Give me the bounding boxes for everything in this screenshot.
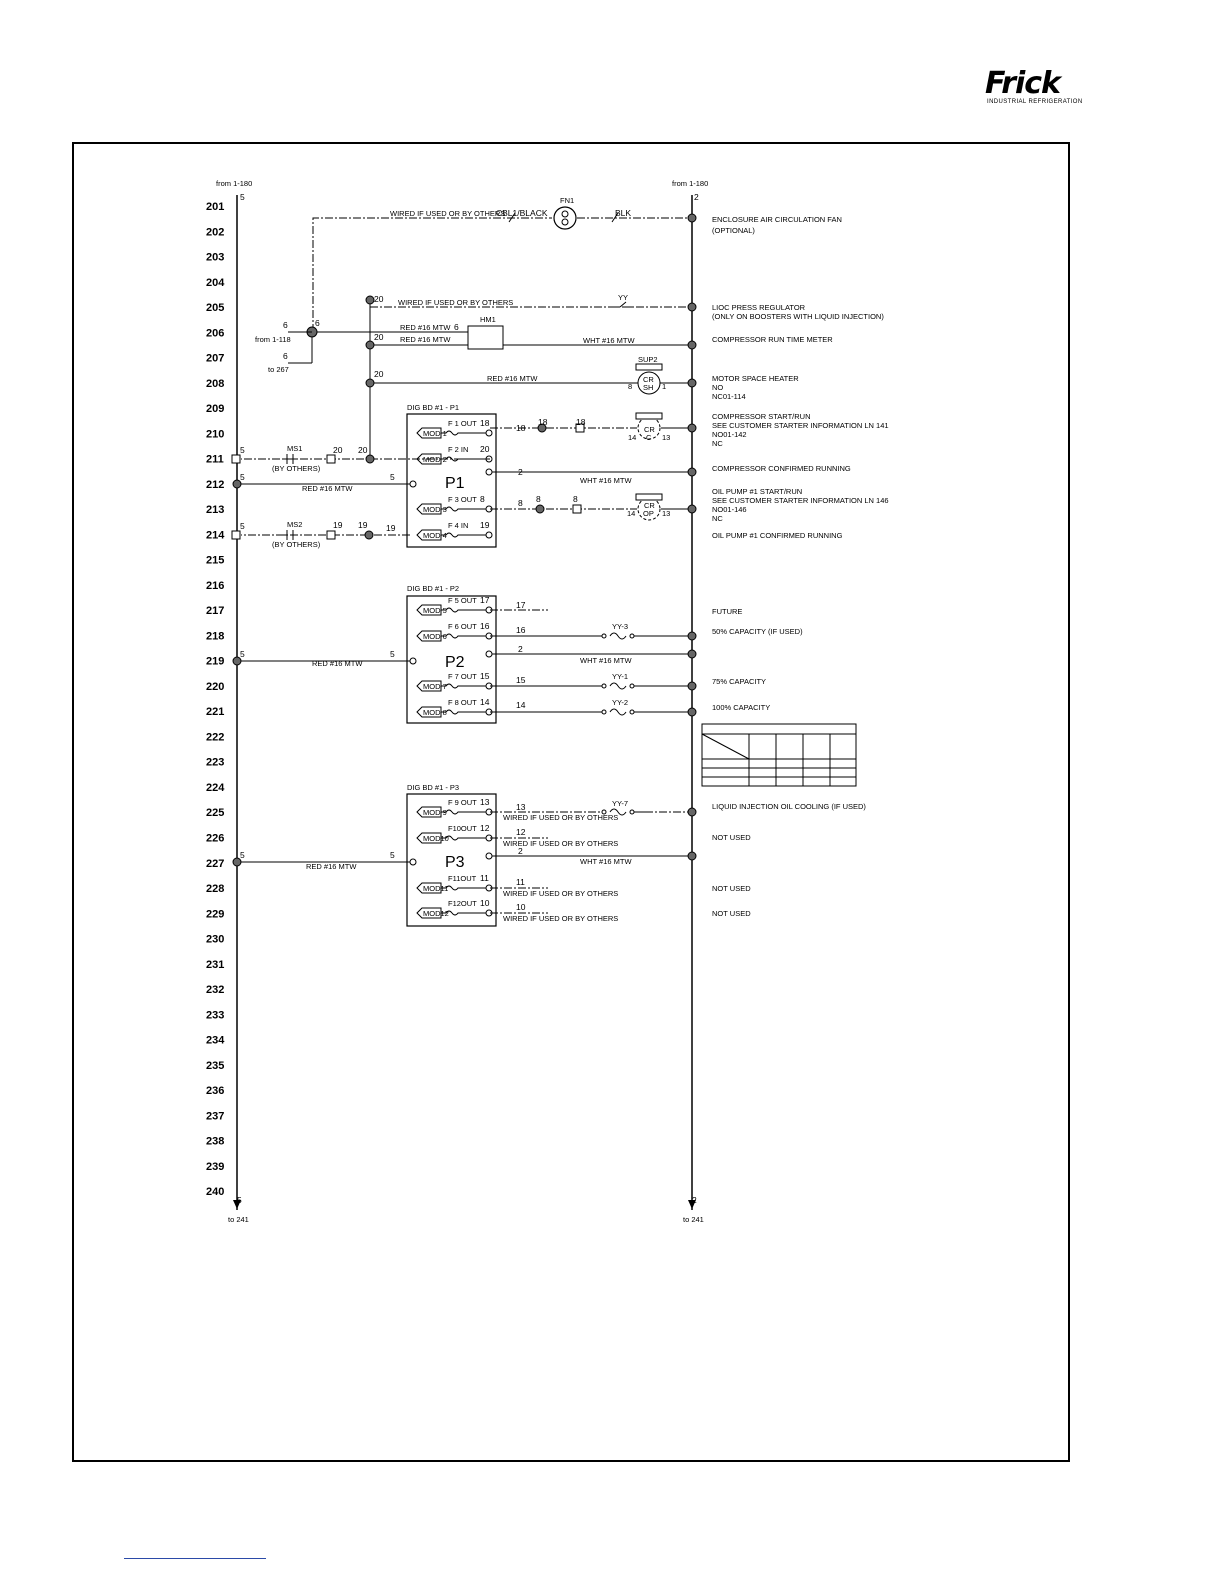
fuse-label: F 7 OUT xyxy=(448,672,477,681)
fuse-label: F 3 OUT xyxy=(448,495,477,504)
blk-label: BLK xyxy=(615,208,632,218)
module-label: MOD 6 xyxy=(423,632,447,641)
fuse-symbol xyxy=(441,431,486,435)
wht16-a: WHT #16 MTW xyxy=(583,336,635,345)
desc-lioc-cool: LIQUID INJECTION OIL COOLING (IF USED) xyxy=(712,802,866,811)
module-label: MOD 4 xyxy=(423,531,447,540)
wire-5-e: 5 xyxy=(240,649,245,659)
desc-nu-226: NOT USED xyxy=(712,833,751,842)
cr-c-1: CR xyxy=(644,425,655,434)
solenoid-contact xyxy=(602,683,645,689)
common-terminal xyxy=(410,658,416,664)
wire-16: 16 xyxy=(516,625,526,635)
pin-wire-label: 19 xyxy=(480,520,490,530)
term-13-b: 13 xyxy=(662,509,671,518)
fuse-label: F 2 IN xyxy=(448,445,469,454)
module-label: MOD 3 xyxy=(423,505,447,514)
pin-terminal xyxy=(486,532,492,538)
module-label: MOD 7 xyxy=(423,682,447,691)
line-number: 227 xyxy=(206,857,225,870)
wired-228: WIRED IF USED OR BY OTHERS xyxy=(503,889,619,898)
pin-wire-label: 11 xyxy=(480,873,489,883)
fuse-label: F11OUT xyxy=(448,874,477,883)
pin-wire-label: 13 xyxy=(480,797,490,807)
fuse-label: F 8 OUT xyxy=(448,698,477,707)
fuse-symbol xyxy=(441,684,486,688)
fuse-label: F 1 OUT xyxy=(448,419,477,428)
yy3-label: YY-3 xyxy=(612,622,628,631)
line-number: 204 xyxy=(206,276,225,289)
fuse-label: F 6 OUT xyxy=(448,622,477,631)
desc-future: FUTURE xyxy=(712,607,743,616)
desc-fan-1: ENCLOSURE AIR CIRCULATION FAN xyxy=(712,215,842,224)
line-number: 226 xyxy=(206,832,225,845)
wire-20-c: 20 xyxy=(374,369,384,379)
red16-a: RED #16 MTW xyxy=(400,335,451,344)
red16-e: RED #16 MTW xyxy=(312,659,363,668)
footer-rule xyxy=(124,1558,266,1559)
right-to-label: to 241 xyxy=(683,1215,704,1224)
line-number: 212 xyxy=(206,478,225,491)
common-terminal xyxy=(486,651,492,657)
desc-cap50: 50% CAPACITY (IF USED) xyxy=(712,627,803,636)
line-number: 233 xyxy=(206,1009,225,1022)
fuse-label: F 5 OUT xyxy=(448,596,477,605)
by-others-1: (BY OTHERS) xyxy=(272,464,321,473)
wire-6-a: 6 xyxy=(283,320,288,330)
desc-op-2: SEE CUSTOMER STARTER INFORMATION LN 146 xyxy=(712,496,889,505)
term-13-a: 13 xyxy=(662,433,671,442)
module-label: MOD11 xyxy=(423,884,449,893)
wire-5-g: 5 xyxy=(240,850,245,860)
right-from-label: from 1-180 xyxy=(672,179,709,188)
wire-12: 12 xyxy=(516,827,526,837)
desc-opc: OIL PUMP #1 CONFIRMED RUNNING xyxy=(712,531,843,540)
line-number: 219 xyxy=(206,655,225,668)
line-number: 224 xyxy=(206,782,225,794)
line-number: 221 xyxy=(206,706,225,719)
fan-label: FN1 xyxy=(560,196,575,205)
line-number: 239 xyxy=(206,1160,225,1173)
desc-heater-3: NC01-114 xyxy=(712,392,746,401)
fan-symbol xyxy=(554,207,576,229)
fuse-symbol xyxy=(441,810,486,814)
wht16-c: WHT #16 MTW xyxy=(580,656,632,665)
desc-op-4: NC xyxy=(712,514,723,523)
line-number: 203 xyxy=(206,251,225,264)
wire-5-a: 5 xyxy=(240,445,245,455)
term-14-a: 14 xyxy=(628,433,637,442)
pin-wire-label: 14 xyxy=(480,697,490,707)
brand-name: Frick xyxy=(985,66,1061,101)
desc-ccr: COMPRESSOR CONFIRMED RUNNING xyxy=(712,464,851,473)
module-label: MOD 2 xyxy=(423,455,447,464)
wire-8-b: 8 xyxy=(536,494,541,504)
line-number: 235 xyxy=(206,1059,225,1072)
line-number: 218 xyxy=(206,630,225,643)
left-to-label: to 241 xyxy=(228,1215,249,1224)
hm1-label: HM1 xyxy=(480,315,496,324)
board-p3-title: DIG BD #1 - P3 xyxy=(407,783,460,792)
wire-5-b: 5 xyxy=(240,472,245,482)
ms2-label: MS2 xyxy=(287,520,303,529)
board-p2-name: P2 xyxy=(445,654,465,671)
line-number: 225 xyxy=(206,807,225,820)
desc-css-4: NC xyxy=(712,439,723,448)
line-number: 223 xyxy=(206,756,225,769)
wire-6-d: 6 xyxy=(454,322,459,332)
wire-18-c: 18 xyxy=(576,417,586,427)
line-number: 236 xyxy=(206,1085,225,1098)
red16-c: RED #16 MTW xyxy=(487,374,538,383)
line-number: 206 xyxy=(206,327,225,340)
run-time-meter xyxy=(468,326,503,349)
solenoid-contact xyxy=(602,709,645,715)
common-terminal xyxy=(410,481,416,487)
desc-lioc-1: LIOC PRESS REGULATOR xyxy=(712,303,806,312)
wire-13: 13 xyxy=(516,802,526,812)
capacity-table xyxy=(702,724,856,786)
cr-c-2: C xyxy=(646,433,652,442)
wire-5-f: 5 xyxy=(390,649,395,659)
desc-nu-229: NOT USED xyxy=(712,909,751,918)
solenoid-contact xyxy=(602,633,645,639)
wired-229: WIRED IF USED OR BY OTHERS xyxy=(503,914,619,923)
wire-20-b: 20 xyxy=(374,332,384,342)
board-p3-name: P3 xyxy=(445,854,465,871)
fuse-symbol xyxy=(441,608,486,612)
pin-wire-label: 10 xyxy=(480,898,490,908)
red16-d: RED #16 MTW xyxy=(302,484,353,493)
yy-label: YY xyxy=(618,293,629,302)
wire-5-c: 5 xyxy=(390,472,395,482)
line-number: 210 xyxy=(206,428,225,441)
cr-op-1: CR xyxy=(644,501,655,510)
cr-sh-1: CR xyxy=(643,375,654,384)
cr-sh-2: SH xyxy=(643,383,654,392)
line-number: 201 xyxy=(206,201,225,213)
term-14-b: 14 xyxy=(627,509,636,518)
pin-wire-label: 20 xyxy=(480,444,490,454)
wire-19-a: 19 xyxy=(386,523,396,533)
module-label: MOD10 xyxy=(423,834,449,843)
pin-wire-label: 18 xyxy=(480,418,490,428)
wire-8-a: 8 xyxy=(518,498,523,508)
wire-19-b: 19 xyxy=(358,520,368,530)
right-rail-wire-bottom: 2 xyxy=(692,1195,697,1205)
desc-lioc-2: (ONLY ON BOOSTERS WITH LIQUID INJECTION) xyxy=(712,312,884,321)
line-numbers xyxy=(206,201,225,1198)
line-number: 240 xyxy=(206,1186,225,1199)
line-number: 237 xyxy=(206,1110,225,1123)
pin-wire-label: 16 xyxy=(480,621,490,631)
line-number: 229 xyxy=(206,908,225,921)
desc-cap75: 75% CAPACITY xyxy=(712,677,767,686)
cr-op-2: OP xyxy=(643,509,654,518)
line-number: 238 xyxy=(206,1135,225,1148)
board-p1-title: DIG BD #1 - P1 xyxy=(407,403,460,412)
line-number: 213 xyxy=(206,504,225,517)
left-rail-wire-bottom: 5 xyxy=(237,1195,242,1205)
module-label: MOD 8 xyxy=(423,708,447,717)
desc-css-3: NO01-142 xyxy=(712,430,747,439)
line-number: 215 xyxy=(206,554,225,567)
wire-6-b: 6 xyxy=(315,318,320,328)
wired-others-205: WIRED IF USED OR BY OTHERS xyxy=(398,298,514,307)
line-number: 205 xyxy=(206,302,225,314)
wire-18-a: 18 xyxy=(516,423,526,433)
wire-5-h: 5 xyxy=(390,850,395,860)
sup2-label: SUP2 xyxy=(638,355,658,364)
wire-19-c: 19 xyxy=(333,520,343,530)
wht16-b: WHT #16 MTW xyxy=(580,476,632,485)
terminal-20 xyxy=(366,296,374,304)
line-number: 217 xyxy=(206,605,225,618)
common-terminal xyxy=(486,469,492,475)
fuse-symbol xyxy=(441,710,486,714)
yy1-label: YY-1 xyxy=(612,672,628,681)
line-number: 211 xyxy=(206,453,224,466)
wire-17: 17 xyxy=(516,600,526,610)
line-number: 207 xyxy=(206,352,225,365)
module-label: MOD12 xyxy=(423,909,449,918)
red16-b: RED #16 MTW xyxy=(400,323,451,332)
wired-others-201: WIRED IF USED OR BY OTHERS xyxy=(390,209,506,218)
line-number: 216 xyxy=(206,579,225,592)
wire-20-e: 20 xyxy=(333,445,343,455)
module-label: MOD 9 xyxy=(423,808,447,817)
yy2-label: YY-2 xyxy=(612,698,628,707)
common-terminal xyxy=(410,859,416,865)
line-number: 222 xyxy=(206,731,225,744)
wire-5-d: 5 xyxy=(240,521,245,531)
wire-20-d: 20 xyxy=(358,445,368,455)
cbl-black-label: CBL1/BLACK xyxy=(496,208,548,218)
right-rail-wire: 2 xyxy=(694,192,699,202)
line-number: 232 xyxy=(206,984,225,997)
ms1-label: MS1 xyxy=(287,444,303,453)
pin-wire-label: 15 xyxy=(480,671,490,681)
line-number: 231 xyxy=(206,958,225,971)
wire-14: 14 xyxy=(516,700,526,710)
pin-wire-label: 8 xyxy=(480,494,485,504)
wire-10: 10 xyxy=(516,902,526,912)
line-number: 208 xyxy=(206,377,225,390)
wire-18-b: 18 xyxy=(538,417,548,427)
line-number: 202 xyxy=(206,226,225,239)
line-number: 209 xyxy=(206,403,225,416)
fuse-symbol xyxy=(441,507,486,511)
pin-wire-label: 12 xyxy=(480,823,490,833)
module-label: MOD 1 xyxy=(423,429,447,438)
term-8: 8 xyxy=(628,382,633,391)
pin-terminal xyxy=(486,430,492,436)
desc-nu-228: NOT USED xyxy=(712,884,751,893)
wire-2-c: 2 xyxy=(518,846,523,856)
line-number: 220 xyxy=(206,680,225,693)
desc-css-2: SEE CUSTOMER STARTER INFORMATION LN 141 xyxy=(712,421,889,430)
wire-20-a: 20 xyxy=(374,294,384,304)
wire-15: 15 xyxy=(516,675,526,685)
board-p1-name: P1 xyxy=(445,475,465,492)
fuse-label: F 9 OUT xyxy=(448,798,477,807)
board-p2-title: DIG BD #1 - P2 xyxy=(407,584,460,593)
desc-op-1: OIL PUMP #1 START/RUN xyxy=(712,487,803,496)
desc-heater-1: MOTOR SPACE HEATER xyxy=(712,374,799,383)
fuse-label: F12OUT xyxy=(448,899,477,908)
wire-11: 11 xyxy=(516,877,525,887)
wire-6-c: 6 xyxy=(283,351,288,361)
line-number: 214 xyxy=(206,529,225,542)
desc-fan-2: (OPTIONAL) xyxy=(712,226,755,235)
desc-css-1: COMPRESSOR START/RUN xyxy=(712,412,811,421)
desc-heater-2: NO xyxy=(712,383,724,392)
pin-wire-label: 17 xyxy=(480,595,490,605)
to-267: to 267 xyxy=(268,365,289,374)
left-from-label: from 1-180 xyxy=(216,179,253,188)
term-1: 1 xyxy=(662,382,667,391)
fuse-symbol xyxy=(441,533,486,537)
line-number: 234 xyxy=(206,1034,225,1047)
common-terminal xyxy=(486,853,492,859)
fuse-label: F 4 IN xyxy=(448,521,469,530)
left-rail-wire: 5 xyxy=(240,192,245,202)
yy7-label: YY-7 xyxy=(612,799,628,808)
from-1-118: from 1-118 xyxy=(255,335,291,344)
desc-cap100: 100% CAPACITY xyxy=(712,703,771,712)
wired-226: WIRED IF USED OR BY OTHERS xyxy=(503,839,619,848)
fuse-label: F10OUT xyxy=(448,824,477,833)
desc-hm: COMPRESSOR RUN TIME METER xyxy=(712,335,833,344)
module-label: MOD 5 xyxy=(423,606,447,615)
line-number: 228 xyxy=(206,883,225,895)
line-number: 230 xyxy=(206,933,225,946)
brand-tagline: INDUSTRIAL REFRIGERATION xyxy=(987,99,1083,105)
wire-8-c: 8 xyxy=(573,494,578,504)
fuse-symbol xyxy=(441,634,486,638)
red16-f: RED #16 MTW xyxy=(306,862,357,871)
wht16-d: WHT #16 MTW xyxy=(580,857,632,866)
wired-225: WIRED IF USED OR BY OTHERS xyxy=(503,813,619,822)
by-others-2: (BY OTHERS) xyxy=(272,540,321,549)
wire-2-b: 2 xyxy=(518,644,523,654)
desc-op-3: NO01-146 xyxy=(712,505,747,514)
wire-2-a: 2 xyxy=(518,467,523,477)
